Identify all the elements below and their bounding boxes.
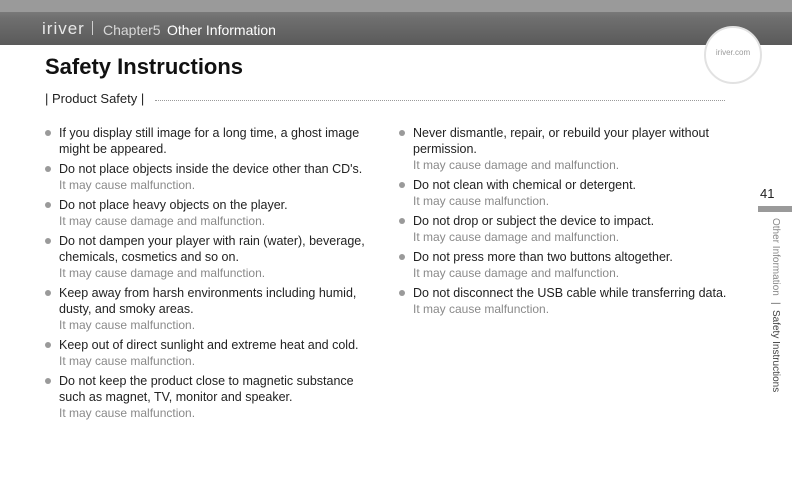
brand-logo: iriver bbox=[42, 19, 85, 38]
list-item bbox=[399, 249, 739, 281]
section-label: | Product Safety | bbox=[45, 91, 148, 106]
list-item bbox=[45, 161, 380, 193]
bullet-icon bbox=[45, 166, 51, 172]
header-divider bbox=[92, 21, 93, 35]
list-item bbox=[45, 337, 380, 369]
instruction-text: Do not drop or subject the device to impact. bbox=[413, 214, 655, 228]
bullet-icon bbox=[45, 342, 51, 348]
page-tab-marker bbox=[758, 206, 792, 212]
chapter-label: Chapter5 bbox=[103, 22, 161, 38]
list-item bbox=[45, 125, 380, 157]
badge-text: iriver.com bbox=[715, 48, 751, 57]
list-item bbox=[45, 373, 380, 421]
instruction-text: Keep away from harsh environments including humid, dusty, and smoky areas. bbox=[59, 286, 357, 316]
consequence-text: It may cause malfunction. bbox=[59, 178, 196, 192]
instruction-text: Do not clean with chemical or detergent. bbox=[413, 178, 637, 192]
bullet-icon bbox=[45, 130, 51, 136]
consequence-text: It may cause damage and malfunction. bbox=[413, 158, 620, 172]
list-item bbox=[45, 233, 380, 281]
consequence-text: It may cause damage and malfunction. bbox=[59, 266, 266, 280]
consequence-text: It may cause damage and malfunction. bbox=[413, 266, 620, 280]
consequence-text: It may cause damage and malfunction. bbox=[413, 230, 620, 244]
bullet-icon bbox=[399, 130, 405, 136]
side-topic: Safety Instructions bbox=[770, 309, 781, 393]
consequence-text: It may cause malfunction. bbox=[413, 302, 550, 316]
bullet-icon bbox=[45, 202, 51, 208]
side-caption bbox=[770, 218, 781, 392]
consequence-text: It may cause malfunction. bbox=[59, 318, 196, 332]
header-top-strip bbox=[0, 0, 792, 12]
instruction-text: Do not disconnect the USB cable while transferring data. bbox=[413, 286, 727, 300]
consequence-text: It may cause malfunction. bbox=[59, 406, 196, 420]
instruction-text: Do not place heavy objects on the player. bbox=[59, 198, 288, 212]
bullet-icon bbox=[399, 182, 405, 188]
list-item bbox=[399, 177, 739, 209]
side-divider: | bbox=[770, 301, 781, 305]
instruction-text: Do not keep the product close to magnetic substance such as magnet, TV, monitor and speaker. bbox=[59, 374, 354, 404]
list-item bbox=[399, 213, 739, 245]
list-item bbox=[399, 125, 739, 173]
bullet-icon bbox=[399, 254, 405, 260]
list-item bbox=[399, 285, 739, 317]
side-section: Other Information bbox=[770, 218, 781, 296]
left-column bbox=[45, 125, 380, 425]
consequence-text: It may cause malfunction. bbox=[413, 194, 550, 208]
list-item bbox=[45, 285, 380, 333]
list-item bbox=[45, 197, 380, 229]
instruction-text: Do not press more than two buttons altogether. bbox=[413, 250, 673, 264]
header-bar bbox=[0, 0, 792, 45]
instruction-text: Do not dampen your player with rain (water), beverage, chemicals, cosmetics and so on. bbox=[59, 234, 365, 264]
bullet-icon bbox=[399, 290, 405, 296]
iriver-badge bbox=[704, 26, 762, 84]
page-title: Safety Instructions bbox=[45, 54, 244, 79]
bullet-icon bbox=[399, 218, 405, 224]
bullet-icon bbox=[45, 290, 51, 296]
chapter-title: Other Information bbox=[167, 22, 276, 38]
right-column bbox=[399, 125, 739, 321]
dotted-divider bbox=[155, 100, 725, 101]
instruction-text: Never dismantle, repair, or rebuild your player without permission. bbox=[413, 126, 709, 156]
consequence-text: It may cause malfunction. bbox=[59, 354, 196, 368]
page-number: 41 bbox=[760, 186, 775, 201]
instruction-text: Keep out of direct sunlight and extreme heat and cold. bbox=[59, 338, 359, 352]
bullet-icon bbox=[45, 238, 51, 244]
consequence-text: It may cause damage and malfunction. bbox=[59, 214, 266, 228]
bullet-icon bbox=[45, 378, 51, 384]
instruction-text: Do not place objects inside the device other than CD's. bbox=[59, 162, 363, 176]
instruction-text: If you display still image for a long time, a ghost image might be appeared. bbox=[59, 126, 360, 156]
